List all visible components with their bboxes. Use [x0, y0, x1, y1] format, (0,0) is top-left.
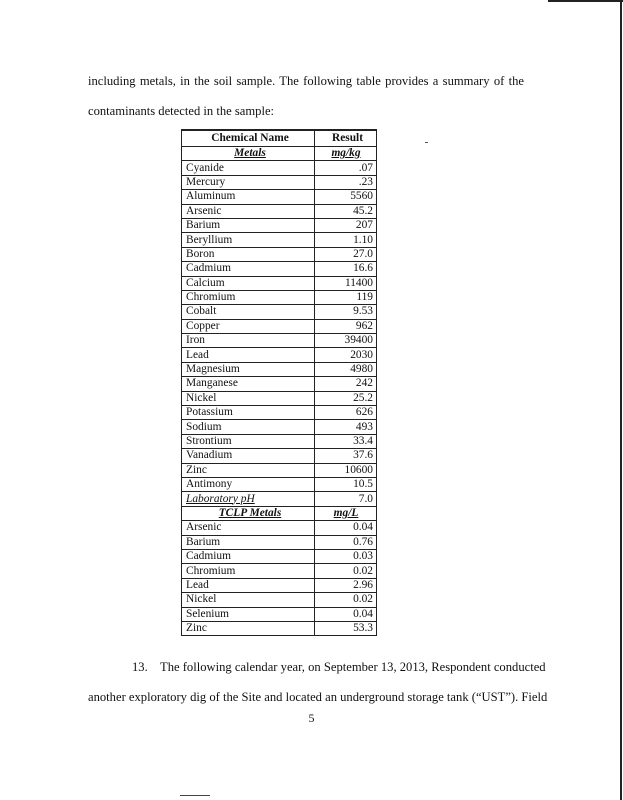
cell-name: Strontium — [182, 434, 315, 448]
cell-name: Nickel — [182, 593, 315, 607]
table-row — [182, 521, 377, 535]
cell-name: Beryllium — [182, 233, 315, 247]
intro-line-1: including metals, in the soil sample. The following table provides a summary of the — [88, 74, 524, 88]
cell-name: Cadmium — [182, 549, 315, 563]
cell-value: 7.0 — [315, 492, 377, 506]
header-chemical-name: Chemical Name — [182, 130, 315, 147]
cell-name: Selenium — [182, 607, 315, 621]
table-body — [182, 147, 377, 636]
cell-name: Calcium — [182, 276, 315, 290]
cell-name: Mercury — [182, 175, 315, 189]
cell-value: 11400 — [315, 276, 377, 290]
scan-edge-right — [620, 0, 622, 800]
table-row — [182, 334, 377, 348]
table-row — [182, 578, 377, 592]
table-row — [182, 564, 377, 578]
cell-value: 39400 — [315, 334, 377, 348]
table-row — [182, 420, 377, 434]
table-row — [182, 477, 377, 491]
table-row — [182, 218, 377, 232]
cell-name: Lead — [182, 578, 315, 592]
cell-name: Boron — [182, 247, 315, 261]
table-row — [182, 593, 377, 607]
cell-name: Aluminum — [182, 190, 315, 204]
table-row — [182, 262, 377, 276]
cell-value: 0.04 — [315, 521, 377, 535]
table-row — [182, 290, 377, 304]
cell-name: Chromium — [182, 290, 315, 304]
cell-name: Cobalt — [182, 305, 315, 319]
intro-line-2: contaminants detected in the sample: — [88, 104, 275, 118]
cell-value: 0.02 — [315, 593, 377, 607]
cell-value: 45.2 — [315, 204, 377, 218]
cell-name: Cyanide — [182, 161, 315, 175]
cell-name: Potassium — [182, 406, 315, 420]
section-row-tclp — [182, 506, 377, 520]
table-row — [182, 175, 377, 189]
cell-name: Arsenic — [182, 521, 315, 535]
cell-value: 493 — [315, 420, 377, 434]
table-row-lab-ph — [182, 492, 377, 506]
table-row — [182, 406, 377, 420]
paragraph-13-line-2: another exploratory dig of the Site and located an underground storage tank (“UST”). Field — [88, 690, 548, 704]
scan-mark-bottom — [180, 795, 210, 796]
cell-value: 10.5 — [315, 477, 377, 491]
cell-value: 27.0 — [315, 247, 377, 261]
cell-name: Zinc — [182, 463, 315, 477]
section-label: TCLP Metals — [182, 506, 315, 520]
cell-name: Zinc — [182, 621, 315, 635]
cell-name: Arsenic — [182, 204, 315, 218]
cell-name: Barium — [182, 535, 315, 549]
cell-value: 1.10 — [315, 233, 377, 247]
cell-value: 626 — [315, 406, 377, 420]
cell-name: Lead — [182, 348, 315, 362]
header-result: Result — [315, 130, 377, 147]
cell-value: 0.04 — [315, 607, 377, 621]
cell-name: Antimony — [182, 477, 315, 491]
table-row — [182, 247, 377, 261]
table-row — [182, 233, 377, 247]
cell-name: Copper — [182, 319, 315, 333]
table-row — [182, 204, 377, 218]
paragraph-13-line-1: The following calendar year, on September 13, 2013, Respondent conducted — [160, 660, 546, 674]
scan-edge-top — [548, 0, 623, 2]
table-row — [182, 305, 377, 319]
paragraph-number: 13. — [132, 660, 148, 674]
cell-value: 10600 — [315, 463, 377, 477]
cell-value: 207 — [315, 218, 377, 232]
table-row — [182, 621, 377, 635]
cell-value: 242 — [315, 377, 377, 391]
table-row — [182, 463, 377, 477]
table-row — [182, 434, 377, 448]
cell-name: Vanadium — [182, 449, 315, 463]
cell-name: Magnesium — [182, 362, 315, 376]
cell-name: Manganese — [182, 377, 315, 391]
cell-value: 37.6 — [315, 449, 377, 463]
cell-name: Sodium — [182, 420, 315, 434]
table-row — [182, 276, 377, 290]
cell-value: .23 — [315, 175, 377, 189]
section-unit: mg/kg — [315, 147, 377, 161]
table-row — [182, 161, 377, 175]
table-row — [182, 348, 377, 362]
table-row — [182, 190, 377, 204]
cell-name: Iron — [182, 334, 315, 348]
contaminants-table — [181, 129, 377, 636]
cell-value: .07 — [315, 161, 377, 175]
cell-value: 2.96 — [315, 578, 377, 592]
cell-value: 119 — [315, 290, 377, 304]
cell-name: Barium — [182, 218, 315, 232]
table-row — [182, 607, 377, 621]
table-row — [182, 449, 377, 463]
cell-value: 16.6 — [315, 262, 377, 276]
section-label: Metals — [182, 147, 315, 161]
cell-value: 2030 — [315, 348, 377, 362]
scan-speck — [425, 142, 428, 143]
cell-value: 0.03 — [315, 549, 377, 563]
table-row — [182, 535, 377, 549]
section-row-metals — [182, 147, 377, 161]
cell-value: 33.4 — [315, 434, 377, 448]
cell-value: 962 — [315, 319, 377, 333]
page-number: 5 — [308, 711, 315, 725]
table-row — [182, 377, 377, 391]
cell-value: 0.76 — [315, 535, 377, 549]
cell-value: 25.2 — [315, 391, 377, 405]
cell-name: Cadmium — [182, 262, 315, 276]
cell-name: Chromium — [182, 564, 315, 578]
cell-value: 4980 — [315, 362, 377, 376]
table-row — [182, 319, 377, 333]
table-header-row — [182, 130, 377, 147]
cell-value: 9.53 — [315, 305, 377, 319]
cell-name: Laboratory pH — [182, 492, 315, 506]
section-unit: mg/L — [315, 506, 377, 520]
cell-value: 53.3 — [315, 621, 377, 635]
cell-name: Nickel — [182, 391, 315, 405]
table-row — [182, 391, 377, 405]
table-row — [182, 362, 377, 376]
cell-value: 0.02 — [315, 564, 377, 578]
table-row — [182, 549, 377, 563]
cell-value: 5560 — [315, 190, 377, 204]
